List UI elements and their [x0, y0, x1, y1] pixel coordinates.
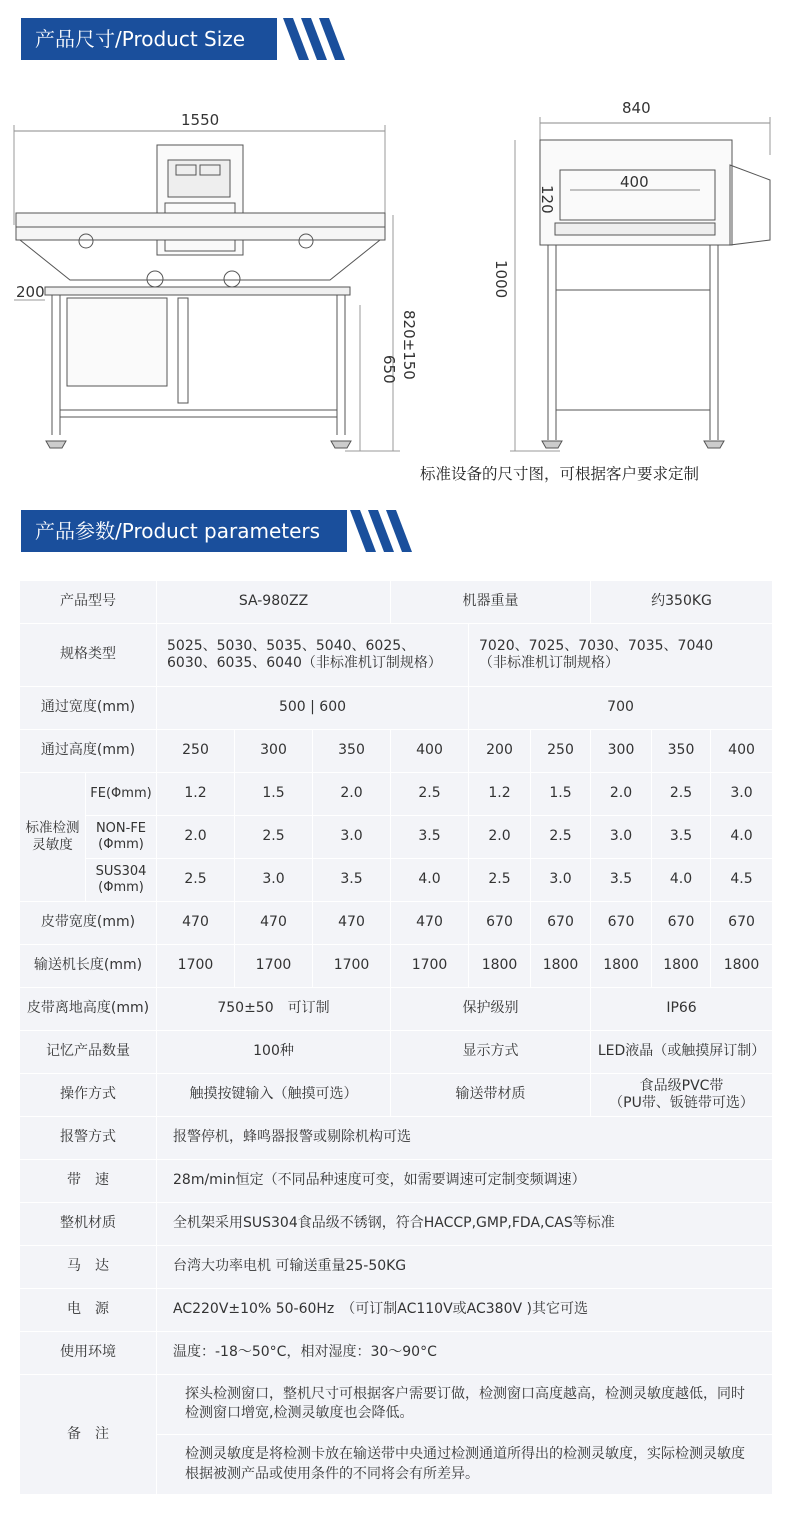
- table-row: [20, 624, 773, 687]
- table-row: [20, 1246, 773, 1289]
- drawing-caption: 标准设备的尺寸图，可根据客户要求定制: [420, 465, 700, 483]
- table-cell: 1700: [391, 945, 469, 988]
- table-row: [20, 902, 773, 945]
- value-line: 食品级PVC带: [639, 1077, 724, 1094]
- table-cell: 470: [157, 902, 235, 945]
- spec-group-a: [157, 624, 469, 687]
- param-label: 产品型号: [20, 581, 157, 624]
- table-cell: 3.0: [531, 859, 591, 902]
- param-value: LED液晶（或触摸屏订制）: [591, 1031, 773, 1074]
- param-value: IP66: [591, 988, 773, 1031]
- remark-text: 探头检测窗口，整机尺寸可根据客户需要订做，检测窗口高度越高，检测灵敏度越低，同时检测窗口增宽,检测灵敏度也会降低。: [185, 1385, 745, 1422]
- spec-line: 6030、6035、6040（非标准机订制规格）: [167, 655, 442, 671]
- param-label: 使用环境: [20, 1332, 157, 1375]
- label-line: NON-FE: [95, 820, 147, 836]
- table-cell: 1800: [531, 945, 591, 988]
- table-row: [20, 1289, 773, 1332]
- table-cell: 2.5: [157, 859, 235, 902]
- param-label: 报警方式: [20, 1117, 157, 1160]
- table-cell: 1700: [235, 945, 313, 988]
- section-banner-size: [21, 18, 277, 60]
- nonfe-label: [86, 816, 157, 859]
- param-label: 皮带离地高度(mm): [20, 988, 157, 1031]
- table-row: [20, 687, 773, 730]
- param-label: 显示方式: [391, 1031, 591, 1074]
- dim-120: 120: [538, 185, 556, 214]
- dim-200: 200: [16, 283, 45, 301]
- table-cell: 2.0: [591, 773, 652, 816]
- table-cell: 2.5: [235, 816, 313, 859]
- section-title: 产品尺寸/Product Size: [35, 27, 246, 51]
- table-row: [20, 1160, 773, 1203]
- table-cell: 1800: [652, 945, 711, 988]
- param-value: 750±50 可订制: [157, 988, 391, 1031]
- param-value: 500 | 600: [157, 687, 469, 730]
- param-value: SA-980ZZ: [157, 581, 391, 624]
- param-value: AC220V±10% 50-60Hz （可订制AC110V或AC380V )其它可选: [157, 1289, 773, 1332]
- table-cell: 1700: [313, 945, 391, 988]
- param-label: 操作方式: [20, 1074, 157, 1117]
- param-label: 皮带宽度(mm): [20, 902, 157, 945]
- table-cell: 1.5: [531, 773, 591, 816]
- param-value: 台湾大功率电机 可输送重量25-50KG: [157, 1246, 773, 1289]
- table-cell: 670: [469, 902, 531, 945]
- dim-820-150: 820±150: [400, 310, 418, 380]
- table-cell: 3.0: [235, 859, 313, 902]
- table-cell: 1.2: [469, 773, 531, 816]
- table-cell: 670: [711, 902, 773, 945]
- param-label: 记忆产品数量: [20, 1031, 157, 1074]
- table-cell: 250: [531, 730, 591, 773]
- banner-stripes-decoration: [283, 18, 358, 60]
- table-cell: 300: [235, 730, 313, 773]
- table-cell: 3.0: [313, 816, 391, 859]
- table-cell: 350: [313, 730, 391, 773]
- param-label: 带 速: [20, 1160, 157, 1203]
- spec-line: 5025、5030、5035、5040、6025、: [167, 637, 416, 654]
- table-row: [20, 945, 773, 988]
- table-cell: 3.0: [711, 773, 773, 816]
- param-label: 保护级别: [391, 988, 591, 1031]
- table-cell: 470: [313, 902, 391, 945]
- label-line: (Φmm): [98, 837, 144, 852]
- table-cell: 3.5: [313, 859, 391, 902]
- param-value: 全机架采用SUS304食品级不锈钢，符合HACCP,GMP,FDA,CAS等标准: [157, 1203, 773, 1246]
- param-value: 温度：-18～50°C，相对湿度：30～90°C: [157, 1332, 773, 1375]
- param-value: 触摸按键输入（触摸可选）: [157, 1074, 391, 1117]
- table-cell: 1.5: [235, 773, 313, 816]
- table-cell: 470: [391, 902, 469, 945]
- table-cell: 3.5: [391, 816, 469, 859]
- param-label: 通过高度(mm): [20, 730, 157, 773]
- table-cell: 4.0: [711, 816, 773, 859]
- table-cell: 470: [235, 902, 313, 945]
- table-cell: 300: [591, 730, 652, 773]
- table-row: [20, 773, 773, 816]
- dimension-drawing: [0, 95, 790, 475]
- dim-1000: 1000: [492, 260, 510, 299]
- spec-line: 7020、7025、7030、7035、7040: [479, 637, 714, 654]
- label-line: SUS304: [95, 863, 147, 879]
- table-cell: 4.0: [391, 859, 469, 902]
- remark-divider: [157, 1434, 772, 1435]
- table-cell: 4.0: [652, 859, 711, 902]
- remarks-cell: [157, 1375, 773, 1495]
- spec-line: （非标准机订制规格）: [479, 655, 620, 671]
- fe-label: FE(Φmm): [86, 773, 157, 816]
- param-label: 马 达: [20, 1246, 157, 1289]
- table-row: [20, 1203, 773, 1246]
- table-cell: 670: [591, 902, 652, 945]
- section-title: 产品参数/Product parameters: [35, 519, 321, 543]
- table-cell: 400: [711, 730, 773, 773]
- label-line: (Φmm): [98, 880, 144, 895]
- table-cell: 400: [391, 730, 469, 773]
- table-row: [20, 1074, 773, 1117]
- param-value: 100种: [157, 1031, 391, 1074]
- param-label: 通过宽度(mm): [20, 687, 157, 730]
- param-label: 备 注: [20, 1375, 157, 1495]
- table-row: [20, 1117, 773, 1160]
- table-cell: 2.5: [391, 773, 469, 816]
- section-banner-params: [21, 510, 347, 552]
- table-cell: 3.0: [591, 816, 652, 859]
- param-label: 电 源: [20, 1289, 157, 1332]
- banner-stripes-decoration: [350, 510, 425, 552]
- table-cell: 3.5: [591, 859, 652, 902]
- table-cell: 670: [652, 902, 711, 945]
- table-cell: 1800: [469, 945, 531, 988]
- param-value: 约350KG: [591, 581, 773, 624]
- value-line: （PU带、钣链带可选）: [609, 1095, 754, 1111]
- table-cell: 2.0: [157, 816, 235, 859]
- param-value: 28m/min恒定（不同品种速度可变，如需要调速可定制变频调速）: [157, 1160, 773, 1203]
- param-label: 输送带材质: [391, 1074, 591, 1117]
- table-cell: 1.2: [157, 773, 235, 816]
- param-value: 报警停机，蜂鸣器报警或剔除机构可选: [157, 1117, 773, 1160]
- table-row: [20, 859, 773, 902]
- table-cell: 250: [157, 730, 235, 773]
- param-label: 规格类型: [20, 624, 157, 687]
- table-row: [20, 581, 773, 624]
- table-row: [20, 988, 773, 1031]
- parameters-table: [19, 580, 773, 1495]
- table-cell: 2.0: [469, 816, 531, 859]
- table-cell: 2.5: [652, 773, 711, 816]
- dim-400: 400: [620, 173, 649, 191]
- table-cell: 2.5: [469, 859, 531, 902]
- remark-text: 检测灵敏度是将检测卡放在输送带中央通过检测通道所得出的检测灵敏度，实际检测灵敏度根据被测产品或使用条件的不同将会有所差异。: [185, 1446, 745, 1482]
- table-row: [20, 730, 773, 773]
- dim-650: 650: [380, 355, 398, 384]
- dim-1550: 1550: [181, 111, 220, 129]
- table-cell: 4.5: [711, 859, 773, 902]
- param-value: [591, 1074, 773, 1117]
- sus-label: [86, 859, 157, 902]
- table-cell: 1800: [711, 945, 773, 988]
- table-cell: 3.5: [652, 816, 711, 859]
- table-row: [20, 816, 773, 859]
- table-cell: 200: [469, 730, 531, 773]
- label-line: 标准检测: [25, 820, 80, 837]
- table-cell: 1700: [157, 945, 235, 988]
- table-cell: 2.0: [313, 773, 391, 816]
- table-cell: 1800: [591, 945, 652, 988]
- sensitivity-label: [20, 773, 86, 902]
- table-row: [20, 1332, 773, 1375]
- label-line: 灵敏度: [32, 837, 73, 853]
- param-label: 整机材质: [20, 1203, 157, 1246]
- param-value: 700: [469, 687, 773, 730]
- spec-group-b: [469, 624, 773, 687]
- param-label: 机器重量: [391, 581, 591, 624]
- table-row: [20, 1031, 773, 1074]
- dim-840: 840: [622, 99, 651, 117]
- table-cell: 350: [652, 730, 711, 773]
- table-cell: 2.5: [531, 816, 591, 859]
- table-row: [20, 1375, 773, 1495]
- table-cell: 670: [531, 902, 591, 945]
- param-label: 输送机长度(mm): [20, 945, 157, 988]
